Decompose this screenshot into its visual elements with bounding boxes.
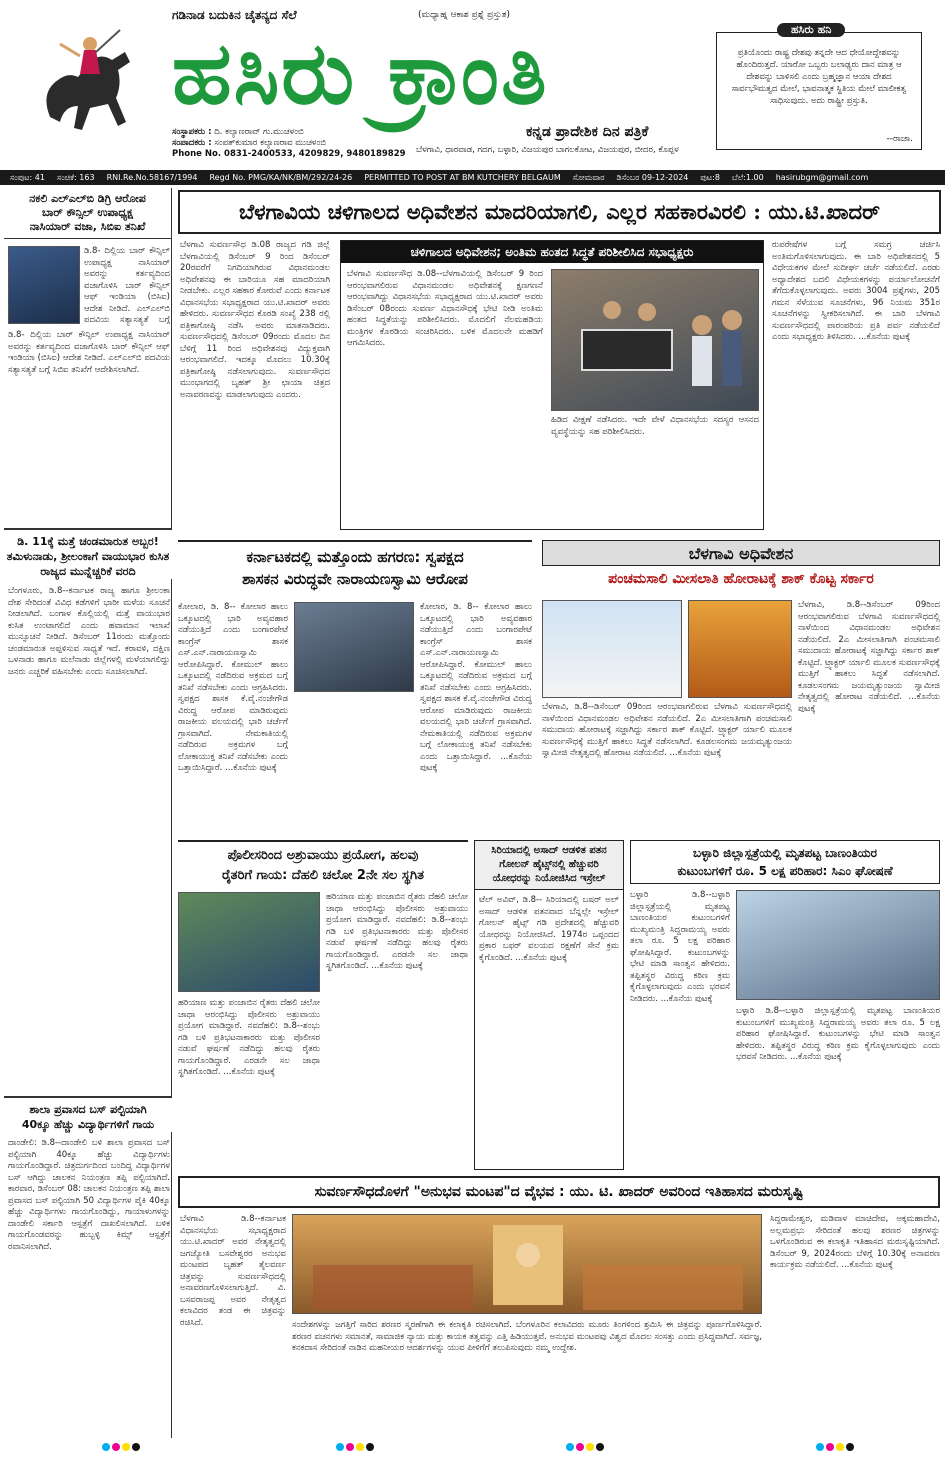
people-photo-illustration — [552, 270, 759, 411]
story-llb-headline-3: ನಾಸಿಯಾರ್ ವಜಾ, ಸಿಬಿಐ ತನಿಖೆ — [29, 220, 146, 233]
address-line: ಬೆಳಗಾವಿ, ಧಾರವಾಡ, ಗದಗ, ಬಳ್ಳಾರಿ, ವಿಜಯಪುರ ಬಾಗಲಕೋಟ, ವಿಜಯಪುರ, ಬೀದರ, ಕೊಪ್ಪಳ — [416, 145, 679, 155]
story-delhi-headline-2: ರೈತರಿಗೆ ಗಾಯ: ದೆಹಲಿ ಚಲೋ 2ನೇ ಸಲ ಸ್ಥಗಿತ — [221, 868, 425, 883]
postal-permit: PERMITTED TO POST AT BM KUTCHERY BELGAUM — [364, 173, 561, 182]
left-column — [4, 188, 172, 1438]
anubhava-text-right: ಸಿದ್ದರಾಮೇಶ್ವರ, ಮಡಿವಾಳ ಮಾಚಿದೇವ, ಅಕ್ಕಮಹಾದೇವಿ, ಅಲ್ಲಮಪ್ರಭು ಸೇರಿದಂತೆ ಹಲವು ಶರಣರ ಚಿತ್ರಗಳನ್ನು ಒಳಗೊಂಡಿರುವ ಈ ಕಲಾಕೃತಿ ಇತಿಹಾಸದ ಮರುಸೃಷ್ಟಿಯಾಗಿದೆ. ಡಿಸೆಂಬರ್ 9, 2024ರಂದು ಬೆಳಿಗ್ಗೆ 10.30ಕ್ಕೆ ಅನಾವರಣ ಕಾರ್ಯಕ್ರಮ ನಡೆಯಲಿದೆ. ...ಕೊನೆಯ ಪುಟಕ್ಕೆ — [770, 1214, 940, 1270]
info-bar — [0, 170, 945, 185]
anubhava-mantapa-painting — [292, 1214, 762, 1314]
lead-sub-caption: ಹಿಡಿದ ವೀಕ್ಷಣೆ ನಡೆಸಿದರು. ಇದೇ ವೇಳೆ ವಿಧಾನಸಭೆಯ ಸದಸ್ಯರ ಆಸನದ ವ್ಯವಸ್ಥೆಯನ್ನು ಸಹ ಪರಿಶೀಲಿಸಿದರು. — [551, 415, 759, 437]
editor-label: ಸಂಪಾದಕರು : — [172, 138, 212, 148]
panchamasali-band: ಬೆಳಗಾವಿ ಅಧಿವೇಶನ — [542, 540, 940, 566]
story-ballari-headline-2: ಕುಟುಂಬಗಳಿಗೆ ರೂ. 5 ಲಕ್ಷ ಪರಿಹಾರ: ಸಿಎಂ ಘೋಷಣೆ — [677, 864, 893, 878]
swamiji-photo — [688, 600, 792, 698]
date: ಡಿಸೆಂಬರ 09-12-2024 — [616, 173, 689, 182]
story-bus-text: ದಾಂಡೇಲಿ: ಡಿ.8--ದಾಂಡೇಲಿ ಬಳಿ ಶಾಲಾ ಪ್ರವಾಸದ ಬಸ್ ಪಲ್ಟಿಯಾಗಿ 40ಕ್ಕೂ ಹೆಚ್ಚು ವಿದ್ಯಾರ್ಥಿಗಳು ಗಾಯಗೊಂಡಿದ್ದಾರೆ. ಚಿತ್ರದುರ್ಗದಿಂದ ಬಂದಿದ್ದ ವಿದ್ಯಾರ್ಥಿಗಳ ಬಸ್ ಆಗಿದ್ದು ಚಾಲಕನ ನಿಯಂತ್ರಣ ತಪ್ಪಿ ಪಲ್ಟಿಯಾಗಿದೆ. ಕಾರವಾರ, ಡಿಸೆಂಬರ್ 08: ಚಾಲಕನ ನಿಯಂತ್ರಣ ತಪ್ಪಿ ಶಾಲಾ ಪ್ರವಾಸದ ಬಸ್ ಪಲ್ಟಿಯಾಗಿ 50 ವಿದ್ಯಾರ್ಥಿಗಳ ಪೈಕಿ 40ಕ್ಕೂ ಹೆಚ್ಚು ವಿದ್ಯಾರ್ಥಿಗಳು ಗಾಯಗೊಂಡಿದ್ದು, ಗಾಯಾಳುಗಳನ್ನು ದಾಂಡೇಲಿ ಸರ್ಕಾರಿ ಆಸ್ಪತ್ರೆಗೆ ದಾಖಲಿಸಲಾಗಿದೆ. ಬಳಿಕ ಗಾಯಗೊಂಡವರನ್ನು ಹುಬ್ಬಳ್ಳಿ ಕಿಮ್ಸ್ ಆಸ್ಪತ್ರೆಗೆ ರವಾನಿಸಲಾಗಿದೆ. — [8, 1138, 170, 1252]
newspaper-subtitle: ಕನ್ನಡ ಪ್ರಾದೇಶಿಕ ದಿನ ಪತ್ರಿಕೆ — [526, 124, 649, 140]
story-syria-headline-3: ಯೋಧರನ್ನು ನಿಯೋಜಿಸಿದ ಇಸ್ರೇಲ್ — [492, 873, 606, 884]
story-delhi-text-2: ಹರಿಯಾಣ ಮತ್ತು ಪಂಜಾಬಿನ ರೈತರು ದೆಹಲಿ ಚಲೋ ಜಾಥಾ ಆರಂಭಿಸಿದ್ದು ಪೊಲೀಸರು ಅಶ್ರುವಾಯು ಪ್ರಯೋಗ ಮಾಡಿದ್ದಾರೆ. ನವದೆಹಲಿ: ಡಿ.8--ಶಂಭು ಗಡಿ ಬಳಿ ಪ್ರತಿಭಟನಾಕಾರರು ಮತ್ತು ಪೊಲೀಸರ ನಡುವೆ ಘರ್ಷಣೆ ನಡೆದಿದ್ದು ಹಲವು ರೈತರು ಗಾಯಗೊಂಡಿದ್ದಾರೆ. ಎರಡನೇ ಸಲ ಜಾಥಾ ಸ್ಥಗಿತಗೊಂಡಿದೆ. ...ಕೊನೆಯ ಪುಟಕ್ಕೆ — [178, 998, 320, 1077]
issue: ಸಂಚಿಕೆ: 163 — [56, 173, 95, 182]
tagline-sub: (ಮಧ್ಯಾಹ್ನ ಆಕಾಶ ಪ್ರಶ್ನೆ ಪ್ರಸ್ತುತ) — [418, 10, 510, 20]
email[interactable]: hasirubgm@gmail.com — [775, 173, 869, 182]
story-narayan-headline — [178, 542, 532, 590]
lead-sub-photo — [551, 269, 759, 411]
anubhava-headline: ಸುವರ್ಣಸೌಧದೊಳಗೆ "ಅನುಭವ ಮಂಟಪ"ದ ವೈಭವ : ಯು. ಟಿ. ಖಾದರ್ ಅವರಿಂದ ಇತಿಹಾಸದ ಮರುಸೃಷ್ಟಿ — [178, 1176, 940, 1208]
story-bus-headline — [4, 1096, 172, 1132]
story-syria-headline-1: ಸಿರಿಯಾದಲ್ಲಿ ಅಸಾದ್ ಆಡಳಿತ ಪತನ — [491, 845, 607, 856]
founder-label: ಸಂಸ್ಥಾಪಕರು : — [172, 127, 212, 137]
regd-number: Regd No. PMG/KA/NK/BM/292/24-26 — [209, 173, 353, 182]
tagline: ಗಡಿನಾಡ ಬದುಕಿನ ಚೈತನ್ಯದ ಸೆಲೆ — [172, 8, 297, 22]
newspaper-title: ಹಸಿರು ಕ್ರಾಂತಿ — [172, 23, 549, 124]
panchamasali-headline: ಪಂಚಮಸಾಲಿ ಮೀಸಲಾತಿ ಹೋರಾಟಕ್ಕೆ ಶಾಕ್ ಕೊಟ್ಟ ಸರ್ಕಾರ — [542, 566, 940, 594]
lead-sub-text: ಬೆಳಗಾವಿ ಸುವರ್ಣಸೌಧ ಡಿ.08--ಬೆಳಗಾವಿಯಲ್ಲಿ ಡಿಸೆಂಬರ್ 9 ರಿಂದ ಆರಂಭವಾಗಲಿರುವ ವಿಧಾನಮಂಡಲ ಅಧಿವೇಶನಕ್ಕೆ ಕ್ಷಣಗಣನೆ ಆರಂಭವಾಗಿದ್ದು ವಿಧಾನಸಭೆಯ ಸಭಾಧ್ಯಕ್ಷರಾದ ಯು.ಟಿ.ಖಾದರ್ ಅವರು ಡಿಸೆಂಬರ್ 08ರಂದು ಸುವರ್ಣ ವಿಧಾನಸೌಧಕ್ಕೆ ಭೇಟಿ ನೀಡಿ ಅಂತಿಮ ಹಂತದ ಸಿದ್ಧತೆಯನ್ನು ಪರಿಶೀಲಿಸಿದರು. ಮೊದಲಿಗೆ ನೆಲಮಹಡಿಯ ಮಂತ್ರಿಗಳ ಕೊಠಡಿಯ ಸಂಚರಿಸಿದರು. ಬಳಿಕ ಮೊದಲನೇ ಮಹಡಿಗೆ ಆಗಮಿಸಿದರು. — [347, 269, 543, 348]
quote-text: ಪ್ರತಿಯೊಂದು ರಾಷ್ಟ್ರ ದೇಶವು ತನ್ನದೇ ಆದ ಧೇಯೋದ್ದೇಶವನ್ನು ಹೊಂದಿರುತ್ತದೆ. ಯಾರೋ ಒಬ್ಬರು ಬಲಾಢ್ಯರು ದಾನ ಮಾತ್ರ ಆ ದೇಶವನ್ನು ಬಾಳಿಸಲಿ ಎಂದು ಬ್ರಹ್ಮಜ್ಞಾನ ಆಯಾ ದೇಶದ ಸಾರ್ವಭೌಮತ್ವದ ಮೇಲೆ, ಭಾವನಾತ್ಮಕ ಸ್ಥಿತಿಯ ಮೇಲೆ ಮಾಲೀಕತ್ವ ಸಾಧಿಸುವುದು. ಅದು ರಾಷ್ಟ್ರೀ ಪ್ರಸ್ತುತಿ. — [731, 48, 907, 106]
quote-box — [716, 23, 922, 150]
pages: ಪುಟ:8 — [700, 173, 720, 182]
lead-text-col3: ರುಪರೇಷೆಗಳ ಬಗ್ಗೆ ಸಮಗ್ರ ಚರ್ಚಿಸಿ ಅಂತಿಮಗೊಳಿಸಲಾಗುವುದು. ಈ ಬಾರಿ ಅಧಿವೇಶನದಲ್ಲಿ 5 ವಿಧೇಯಕಗಳ ಮೇಲೆ ಸುದೀರ್ಘ ಚರ್ಚೆ ನಡೆಯಲಿದೆ. ಎರಡು ಅಧ್ಯಾದೇಶದ ಬದಲಿ ವಿಧೇಯಕಗಳನ್ನು ಪರ್ಯಾಲೋಚನೆಗೆ ತೆಗೆದುಕೊಳ್ಳಲಾಗುವುದು. ಅವರು 3004 ಪ್ರಶ್ನೆಗಳು, 205 ಗಮನ ಸೆಳೆಯುವ ಸೂಚನೆಗಳು, 96 ನಿಯಮ 351ರ ಸೂಚನೆಗಳನ್ನು ಸ್ವೀಕರಿಸಲಾಗಿದೆ. ಈ ಬಾರಿ ಬೆಳಗಾವಿ ಸುವರ್ಣಸೌಧದಲ್ಲಿ ಪಾರಂಪರಿಯ ಪ್ರತಿ ಪರ್ವ ನಡೆಯಲಿದೆ ಎಂದು ಸಭಾಧ್ಯಕ್ಷರು ತಿಳಿಸಿದರು. ...ಕೊನೆಯ ಪುಟಕ್ಕೆ — [772, 240, 940, 342]
lead-sub-story — [340, 240, 764, 530]
volume: ಸಂಪುಟ: 41 — [10, 173, 45, 182]
story-cyclone-headline — [4, 528, 172, 579]
farmers-photo — [178, 892, 320, 992]
story-ballari-text-2: ಬಳ್ಳಾರಿ ಡಿ.8--ಬಳ್ಳಾರಿ ಜಿಲ್ಲಾಸ್ಪತ್ರೆಯಲ್ಲಿ ಮೃತಪಟ್ಟ ಬಾಣಂತಿಯರ ಕುಟುಂಬಗಳಿಗೆ ಮುಖ್ಯಮಂತ್ರಿ ಸಿದ್ದರಾಮಯ್ಯ ಅವರು ತಲಾ ರೂ. 5 ಲಕ್ಷ ಪರಿಹಾರ ಘೋಷಿಸಿದ್ದಾರೆ. ಕುಟುಂಬಗಳನ್ನು ಭೇಟಿ ಮಾಡಿ ಸಾಂತ್ವನ ಹೇಳಿದರು. ತಪ್ಪಿತಸ್ಥರ ವಿರುದ್ಧ ಕಠಿಣ ಕ್ರಮ ಕೈಗೊಳ್ಳಲಾಗುವುದು ಎಂದು ಭರವಸೆ ನೀಡಿದರು. ...ಕೊನೆಯ ಪುಟಕ್ಕೆ — [736, 1006, 940, 1062]
lead-text-col1: ಬೆಳಗಾವಿ ಸುವರ್ಣಸೌಧ ಡಿ.08 ರಾಜ್ಯದ ಗಡಿ ಜಿಲ್ಲೆ ಬೆಳಗಾವಿಯಲ್ಲಿ ಡಿಸೆಂಬರ್ 9 ರಿಂದ ಡಿಸೆಂಬರ್ 20ರವರೆಗೆ ನಿಗದಿಯಾಗಿರುವ ವಿಧಾನಮಂಡಲ ಅಧಿವೇಶನವು ಈ ಬಾರಿಯೂ ಸಹ ಮಾದರಿಯಾಗಿ ನೀಡಬೇಕು. ಎಲ್ಲರ ಸಹಕಾರ ಕೋರುವೆ ಎಂದು ಕರ್ನಾಟಕ ವಿಧಾನಸಭೆಯ ಸಭಾಧ್ಯಕ್ಷರಾದ ಯು.ಟಿ.ಖಾದರ್ ಅವರು ಹೇಳಿದರು. ಸುವರ್ಣಸೌಧದ ಕೊಠಡಿ ಸಂಖ್ಯೆ 238 ರಲ್ಲಿ ಪತ್ರಿಕಾಗೋಷ್ಠಿ ನಡೆಸಿ ಅವರು ಮಾತನಾಡಿದರು. ಸುವರ್ಣಸೌಧದಲ್ಲಿ ಡಿಸೆಂಬರ್ 09ರಂದು ಮೊದಲ ದಿನ ಬೆಳಿಗ್ಗೆ 11 ರಿಂದ ಅಧಿವೇಶನವು ವಿದ್ಯುಕ್ತವಾಗಿ ಆರಂಭವಾಗಲಿದೆ. ಇದಕ್ಕೂ ಮೊದಲು 10.30ಕ್ಕೆ ಪತ್ರಿಕಾಗೋಷ್ಠಿ ನಡೆಸಲಾಗುವುದು. ಸುವರ್ಣಸೌಧದ ಮುಂಭಾಗದಲ್ಲಿ ಬೃಹತ್ ಶ್ರೀ ಛಾಯಾ ಚಿತ್ರದ ಅನಾವರಣವನ್ನು ಮಾಡಲಾಗುವುದು ಎಂದರು. — [180, 240, 330, 400]
story-ballari — [630, 840, 940, 1170]
horse-rider-illustration — [30, 22, 140, 140]
story-llb-text-side: ಡಿ.8- ದಿಲ್ಲಿಯ ಬಾರ್ ಕೌನ್ಸಿಲ್ ಉಪಾಧ್ಯಕ್ಷ ನಾಸಿಯಾರ್ ಅವರನ್ನು ಕರ್ತವ್ಯದಿಂದ ವಜಾಗೊಳಿಸಿ ಬಾರ್ ಕೌನ್ಸಿಲ್ ಆಫ್ ಇಂಡಿಯಾ (ಬಿಸಿಐ) ಆದೇಶ ನೀಡಿದೆ. ಎಲ್‌ಎಲ್‌ಬಿ ಪದವಿಯ ಸತ್ಯಾಸತ್ಯತೆ ಬಗ್ಗೆ — [84, 246, 170, 325]
story-delhi-headline — [178, 842, 468, 886]
story-ballari-headline-1: ಬಳ್ಳಾರಿ ಜಿಲ್ಲಾಸ್ಪತ್ರೆಯಲ್ಲಿ ಮೃತಪಟ್ಟ ಬಾಣಂತಿಯರ — [693, 846, 877, 860]
story-ballari-headline — [630, 840, 940, 884]
nasiyar-photo — [8, 246, 80, 324]
story-delhi-headline-1: ಪೊಲೀಸರಿಂದ ಅಶ್ರುವಾಯು ಪ್ರಯೋಗ, ಹಲವು — [227, 848, 419, 863]
story-narayan-headline-1: ಕರ್ನಾಟಕದಲ್ಲಿ ಮತ್ತೊಂದು ಹಗರಣ: ಸ್ವಪಕ್ಷದ — [246, 548, 464, 566]
story-llb-text: ಡಿ.8- ದಿಲ್ಲಿಯ ಬಾರ್ ಕೌನ್ಸಿಲ್ ಉಪಾಧ್ಯಕ್ಷ ನಾಸಿಯಾರ್ ಅವರನ್ನು ಕರ್ತವ್ಯದಿಂದ ವಜಾಗೊಳಿಸಿ ಬಾರ್ ಕೌನ್ಸಿಲ್ ಆಫ್ ಇಂಡಿಯಾ (ಬಿಸಿಐ) ಆದೇಶ ನೀಡಿದೆ. ಎಲ್‌ಎಲ್‌ಬಿ ಪದವಿಯ ಸತ್ಯಾಸತ್ಯತೆ ಬಗ್ಗೆ ಸಿಬಿಐ ತನಿಖೆಗೆ ಆದೇಶಿಸಲಾಗಿದೆ. — [8, 330, 170, 375]
story-cyclone-text: ಬೆಂಗಳೂರು, ಡಿ.8--ಕರ್ನಾಟಕ ರಾಜ್ಯ ಹಾಗೂ ಶ್ರೀಲಂಕಾ ದೇಶ ಸೇರಿದಂತೆ ವಿವಿಧ ಕಡೆಗಳಿಗೆ ಭಾರೀ ಮಳೆಯ ಸೂಚನೆ ನೀಡಲಾಗಿದೆ. ಬಂಗಾಳ ಕೊಲ್ಲಿಯಲ್ಲಿ ಮತ್ತೆ ವಾಯುಭಾರ ಕುಸಿತ ಉಂಟಾಗಲಿದೆ ಎಂದು ಹವಾಮಾನ ಇಲಾಖೆ ಮುನ್ಸೂಚನೆ ನೀಡಿದೆ. ಡಿಸೆಂಬರ್ 11ರಂದು ಮತ್ತೊಂದು ಚಂಡಮಾರುತ ಅಪ್ಪಳಿಸುವ ಸಾಧ್ಯತೆ ಇದೆ. ಕರಾವಳಿ, ದಕ್ಷಿಣ ಒಳನಾಡು ಹಾಗೂ ಮಲೆನಾಡು ಜಿಲ್ಲೆಗಳಲ್ಲಿ ಮಳೆಯಾಗಲಿದ್ದು ಜನರು ಎಚ್ಚರಿಕೆ ವಹಿಸಬೇಕು ಎಂದು ಸೂಚಿಸಲಾಗಿದೆ. — [8, 586, 170, 677]
story-delhi-text-1: ಹರಿಯಾಣ ಮತ್ತು ಪಂಜಾಬಿನ ರೈತರು ದೆಹಲಿ ಚಲೋ ಜಾಥಾ ಆರಂಭಿಸಿದ್ದು ಪೊಲೀಸರು ಅಶ್ರುವಾಯು ಪ್ರಯೋಗ ಮಾಡಿದ್ದಾರೆ. ನವದೆಹಲಿ: ಡಿ.8--ಶಂಭು ಗಡಿ ಬಳಿ ಪ್ರತಿಭಟನಾಕಾರರು ಮತ್ತು ಪೊಲೀಸರ ನಡುವೆ ಘರ್ಷಣೆ ನಡೆದಿದ್ದು ಹಲವು ರೈತರು ಗಾಯಗೊಂಡಿದ್ದಾರೆ. ಎರಡನೇ ಸಲ ಜಾಥಾ ಸ್ಥಗಿತಗೊಂಡಿದೆ. ...ಕೊನೆಯ ಪುಟಕ್ಕೆ — [326, 892, 468, 971]
founder-name: ದಿ. ಕಲ್ಯಾಣರಾವ್ ಗು.ಮುಚಳಂಬಿ — [214, 127, 304, 137]
price: ಬೆಲೆ:1.00 — [731, 173, 764, 182]
panchamasali-text-2: ಬೆಳಗಾವಿ, ಡಿ.8--ಡಿಸೆಂಬರ್ 09ರಿಂದ ಆರಂಭವಾಗಲಿರುವ ಬೆಳಗಾವಿ ಸುವರ್ಣಸೌಧದಲ್ಲಿ ನಾಳೆಯಿಂದ ವಿಧಾನಮಂಡಲ ಅಧಿವೇಶನ ನಡೆಯಲಿದೆ. 2ಎ ಮೀಸಲಾತಿಗಾಗಿ ಪಂಚಮಸಾಲಿ ಸಮುದಾಯ ಹೋರಾಟಕ್ಕೆ ಸಜ್ಜಾಗಿದ್ದು ಸರ್ಕಾರ ಶಾಕ್ ಕೊಟ್ಟಿದೆ. ಟ್ರ್ಯಾಕ್ಟರ್ ರ್ಯಾಲಿ ಮೂಲಕ ಸುವರ್ಣಸೌಧಕ್ಕೆ ಮುತ್ತಿಗೆ ಹಾಕಲು ಸಿದ್ಧತೆ ನಡೆಸಲಾಗಿದೆ. ಕೂಡಲಸಂಗಮ ಜಯಮೃತ್ಯುಂಜಯ ಸ್ವಾಮೀಜಿ ನೇತೃತ್ವದಲ್ಲಿ ಹೋರಾಟ ನಡೆಯಲಿದೆ. ...ಕೊನೆಯ ಪುಟಕ್ಕೆ — [798, 600, 940, 714]
anubhava-text-left: ಬೆಳಗಾವಿ ಡಿ.8--ಕರ್ನಾಟಕ ವಿಧಾನಸಭೆಯ ಸಭಾಧ್ಯಕ್ಷರಾದ ಯು.ಟಿ.ಖಾದರ್ ಅವರ ನೇತೃತ್ವದಲ್ಲಿ ಜಗಜ್ಯೋತಿ ಬಸವೇಶ್ವರರ ಅನುಭವ ಮಂಟಪದ ಬೃಹತ್ ತೈಲವರ್ಣ ಚಿತ್ರವನ್ನು ಸುವರ್ಣಸೌಧದಲ್ಲಿ ಅನಾವರಣಗೊಳಿಸಲಾಗುತ್ತಿದೆ. ವಿ. ಬಸವರಾಜಪ್ಪ ಅವರ ನೇತೃತ್ವದ ಕಲಾವಿದರ ತಂಡ ಈ ಚಿತ್ರವನ್ನು ರಚಿಸಿದೆ. — [180, 1214, 286, 1328]
weekday: ಸೋಮವಾರ — [572, 173, 605, 182]
masthead — [0, 0, 945, 158]
cm-photo — [736, 890, 940, 1000]
story-narayan-text-2: ಕೋಲಾರ, ಡಿ. 8-- ಕೋಲಾರ ಹಾಲು ಒಕ್ಕೂಟದಲ್ಲಿ ಭಾರಿ ಅವ್ಯವಹಾರ ನಡೆಯುತ್ತಿದೆ ಎಂದು ಬಂಗಾರಪೇಟೆ ಕಾಂಗ್ರೆಸ್ ಶಾಸಕ ಎಸ್.ಎನ್.ನಾರಾಯಣಸ್ವಾಮಿ ಆರೋಪಿಸಿದ್ದಾರೆ. ಕೋಮುಲ್ ಹಾಲು ಒಕ್ಕೂಟದಲ್ಲಿ ನಡೆದಿರುವ ಅಕ್ರಮದ ಬಗ್ಗೆ ತನಿಖೆ ನಡೆಸಬೇಕು ಎಂದು ಆಗ್ರಹಿಸಿದರು. ಸ್ವಪಕ್ಷದ ಶಾಸಕ ಕೆ.ವೈ.ನಂಜೇಗೌಡ ವಿರುದ್ಧ ಆರೋಪ ಮಾಡಿರುವುದು ರಾಜಕೀಯ ವಲಯದಲ್ಲಿ ಭಾರಿ ಚರ್ಚೆಗೆ ಗ್ರಾಸವಾಗಿದೆ. ನೇಮಕಾತಿಯಲ್ಲಿ ನಡೆದಿರುವ ಅಕ್ರಮಗಳ ಬಗ್ಗೆ ಲೋಕಾಯುಕ್ತ ತನಿಖೆ ನಡೆಸಬೇಕು ಎಂದು ಒತ್ತಾಯಿಸಿದ್ದಾರೆ. ...ಕೊನೆಯ ಪುಟಕ್ಕೆ — [420, 602, 532, 773]
quote-sign: --ರಾಜಾ. — [886, 134, 913, 144]
story-delhi — [178, 840, 468, 1170]
story-syria-headline — [475, 841, 623, 890]
editor-line — [172, 138, 326, 148]
story-llb-headline-1: ನಕಲಿ ಎಲ್‌ಎಲ್‌ಬಿ ಡಿಗ್ರಿ ಆರೋಪ — [29, 192, 146, 205]
story-narayan-headline-2: ಶಾಸಕನ ವಿರುದ್ಧವೇ ನಾರಾಯಣಸ್ವಾಮಿ ಆರೋಪ — [242, 570, 468, 588]
editor-name: ಸಂಪತ್‌ಕುಮಾರ ಕಲ್ಯಾಣರಾವ ಮುಚಳಂಬಿ — [214, 138, 326, 148]
quote-title: ಹಸಿರು ಹನಿ — [777, 23, 845, 37]
phone-line: Phone No. 0831-2400533, 4209829, 9480189829 — [172, 149, 406, 159]
rni-number: RNI.Re.No.58167/1994 — [106, 173, 198, 182]
story-llb-headline-2: ಬಾರ್ ಕೌನ್ಸಿಲ್ ಉಪಾಧ್ಯಕ್ಷ — [41, 206, 134, 219]
story-syria — [474, 840, 624, 1170]
story-cyclone-headline-1: ಡಿ. 11ಕ್ಕೆ ಮತ್ತೆ ಚಂಡಮಾರುತ ಅಬ್ಬರ! — [17, 535, 159, 548]
anubhava-text-bottom: ಸಂದೇಶಗಳನ್ನು ಜಗತ್ತಿಗೆ ಸಾರಿದ ಶರಣರ ಸ್ಮರಣೆಗಾಗಿ ಈ ಕಲಾಕೃತಿ ರಚಿಸಲಾಗಿದೆ. ಬೆಂಗಳೂರಿನ ಕಲಾವಿದರು ಮೂರು ತಿಂಗಳಿಂದ ಶ್ರಮಿಸಿ ಈ ಚಿತ್ರವನ್ನು ಪೂರ್ಣಗೊಳಿಸಿದ್ದಾರೆ. ಶರಣರ ವಚನಗಳು ಸಮಾನತೆ, ಸಾಮಾಜಿಕ ನ್ಯಾಯ ಮತ್ತು ಕಾಯಕ ತತ್ವವನ್ನು ಎತ್ತಿ ಹಿಡಿಯುತ್ತವೆ. ಅನುಭವ ಮಂಟಪವು ವಿಶ್ವದ ಮೊದಲ ಸಂಸತ್ತು ಎಂದು ಪ್ರಸಿದ್ಧವಾಗಿದೆ. ಸರ್ವಜ್ಞ, ಕನಕದಾಸ ಸೇರಿದಂತೆ ನಾಡಿನ ಮಹನೀಯರ ಆದರ್ಶಗಳನ್ನು ಯುವ ಪೀಳಿಗೆಗೆ ತಲುಪಿಸುವುದು ನಮ್ಮ ಉದ್ದೇಶ. — [292, 1320, 762, 1353]
lead-headline: ಬೆಳಗಾವಿಯ ಚಳಿಗಾಲದ ಅಧಿವೇಶನ ಮಾದರಿಯಾಗಲಿ, ಎಲ್ಲರ ಸಹಕಾರವಿರಲಿ : ಯು.ಟಿ.ಖಾದರ್ — [178, 190, 941, 234]
painting-illustration — [293, 1215, 762, 1314]
narayan-photo — [294, 602, 414, 692]
story-llb-headline — [4, 188, 171, 239]
suvarna-soudha-photo — [542, 600, 682, 698]
story-narayan — [178, 540, 532, 832]
story-narayan-text-1: ಕೋಲಾರ, ಡಿ. 8-- ಕೋಲಾರ ಹಾಲು ಒಕ್ಕೂಟದಲ್ಲಿ ಭಾರಿ ಅವ್ಯವಹಾರ ನಡೆಯುತ್ತಿದೆ ಎಂದು ಬಂಗಾರಪೇಟೆ ಕಾಂಗ್ರೆಸ್ ಶಾಸಕ ಎಸ್.ಎನ್.ನಾರಾಯಣಸ್ವಾಮಿ ಆರೋಪಿಸಿದ್ದಾರೆ. ಕೋಮುಲ್ ಹಾಲು ಒಕ್ಕೂಟದಲ್ಲಿ ನಡೆದಿರುವ ಅಕ್ರಮದ ಬಗ್ಗೆ ತನಿಖೆ ನಡೆಸಬೇಕು ಎಂದು ಆಗ್ರಹಿಸಿದರು. ಸ್ವಪಕ್ಷದ ಶಾಸಕ ಕೆ.ವೈ.ನಂಜೇಗೌಡ ವಿರುದ್ಧ ಆರೋಪ ಮಾಡಿರುವುದು ರಾಜಕೀಯ ವಲಯದಲ್ಲಿ ಭಾರಿ ಚರ್ಚೆಗೆ ಗ್ರಾಸವಾಗಿದೆ. ನೇಮಕಾತಿಯಲ್ಲಿ ನಡೆದಿರುವ ಅಕ್ರಮಗಳ ಬಗ್ಗೆ ಲೋಕಾಯುಕ್ತ ತನಿಖೆ ನಡೆಸಬೇಕು ಎಂದು ಒತ್ತಾಯಿಸಿದ್ದಾರೆ. ...ಕೊನೆಯ ಪುಟಕ್ಕೆ — [178, 602, 288, 773]
panchamasali-text-1: ಬೆಳಗಾವಿ, ಡಿ.8--ಡಿಸೆಂಬರ್ 09ರಿಂದ ಆರಂಭವಾಗಲಿರುವ ಬೆಳಗಾವಿ ಸುವರ್ಣಸೌಧದಲ್ಲಿ ನಾಳೆಯಿಂದ ವಿಧಾನಮಂಡಲ ಅಧಿವೇಶನ ನಡೆಯಲಿದೆ. 2ಎ ಮೀಸಲಾತಿಗಾಗಿ ಪಂಚಮಸಾಲಿ ಸಮುದಾಯ ಹೋರಾಟಕ್ಕೆ ಸಜ್ಜಾಗಿದ್ದು ಸರ್ಕಾರ ಶಾಕ್ ಕೊಟ್ಟಿದೆ. ಟ್ರ್ಯಾಕ್ಟರ್ ರ್ಯಾಲಿ ಮೂಲಕ ಸುವರ್ಣಸೌಧಕ್ಕೆ ಮುತ್ತಿಗೆ ಹಾಕಲು ಸಿದ್ಧತೆ ನಡೆಸಲಾಗಿದೆ. ಕೂಡಲಸಂಗಮ ಜಯಮೃತ್ಯುಂಜಯ ಸ್ವಾಮೀಜಿ ನೇತೃತ್ವದಲ್ಲಿ ಹೋರಾಟ ನಡೆಯಲಿದೆ. ...ಕೊನೆಯ ಪುಟಕ್ಕೆ — [542, 702, 792, 758]
story-bus-headline-2: 40ಕ್ಕೂ ಹೆಚ್ಚು ವಿದ್ಯಾರ್ಥಿಗಳಿಗೆ ಗಾಯ — [21, 1118, 155, 1131]
story-syria-text: ಟೆಲ್ ಅವಿವ್, ಡಿ.8-- ಸಿರಿಯಾದಲ್ಲಿ ಬಷರ್ ಅಲ್ ಅಸಾದ್ ಆಡಳಿತ ಪತನವಾದ ಬೆನ್ನಲ್ಲೇ ಇಸ್ರೇಲ್ ಗೋಲನ್ ಹೈಟ್ಸ್ ಗಡಿ ಪ್ರದೇಶದಲ್ಲಿ ಹೆಚ್ಚುವರಿ ಯೋಧರನ್ನು ನಿಯೋಜಿಸಿದೆ. 1974ರ ಒಪ್ಪಂದದ ಪ್ರಕಾರ ಬಫರ್ ವಲಯದ ರಕ್ಷಣೆಗೆ ಸೇನೆ ಕ್ರಮ ಕೈಗೊಂಡಿದೆ. ...ಕೊನೆಯ ಪುಟಕ್ಕೆ — [479, 895, 619, 963]
story-ballari-text-1: ಬಳ್ಳಾರಿ ಡಿ.8--ಬಳ್ಳಾರಿ ಜಿಲ್ಲಾಸ್ಪತ್ರೆಯಲ್ಲಿ ಮೃತಪಟ್ಟ ಬಾಣಂತಿಯರ ಕುಟುಂಬಗಳಿಗೆ ಮುಖ್ಯಮಂತ್ರಿ ಸಿದ್ದರಾಮಯ್ಯ ಅವರು ತಲಾ ರೂ. 5 ಲಕ್ಷ ಪರಿಹಾರ ಘೋಷಿಸಿದ್ದಾರೆ. ಕುಟುಂಬಗಳನ್ನು ಭೇಟಿ ಮಾಡಿ ಸಾಂತ್ವನ ಹೇಳಿದರು. ತಪ್ಪಿತಸ್ಥರ ವಿರುದ್ಧ ಕಠಿಣ ಕ್ರಮ ಕೈಗೊಳ್ಳಲಾಗುವುದು ಎಂದು ಭರವಸೆ ನೀಡಿದರು. ...ಕೊನೆಯ ಪುಟಕ್ಕೆ — [630, 890, 730, 1004]
print-registration-marks — [100, 1440, 860, 1454]
story-cyclone-headline-2: ತಮಿಳುನಾಡು, ಶ್ರೀಲಂಕಾಗೆ ವಾಯುಭಾರ ಕುಸಿತ — [6, 550, 170, 563]
story-bus-headline-1: ಶಾಲಾ ಪ್ರವಾಸದ ಬಸ್ ಪಲ್ಟಿಯಾಗಿ — [29, 1103, 147, 1116]
story-syria-headline-2: ಗೋಲನ್ ಹೈಟ್ಸ್‌ನಲ್ಲಿ ಹೆಚ್ಚುವರಿ — [499, 859, 599, 870]
founder-line — [172, 127, 304, 137]
lead-sub-headline: ಚಳಿಗಾಲದ ಅಧಿವೇಶನ; ಅಂತಿಮ ಹಂತದ ಸಿದ್ಧತೆ ಪರಿಶೀಲಿಸಿದ ಸಭಾಧ್ಯಕ್ಷರು — [341, 241, 763, 263]
story-cyclone-headline-3: ರಾಜ್ಯದ ಮುನ್ನೆಚ್ಚರಿಕೆ ವರದಿ — [40, 565, 136, 578]
story-panchamasali — [542, 540, 940, 832]
